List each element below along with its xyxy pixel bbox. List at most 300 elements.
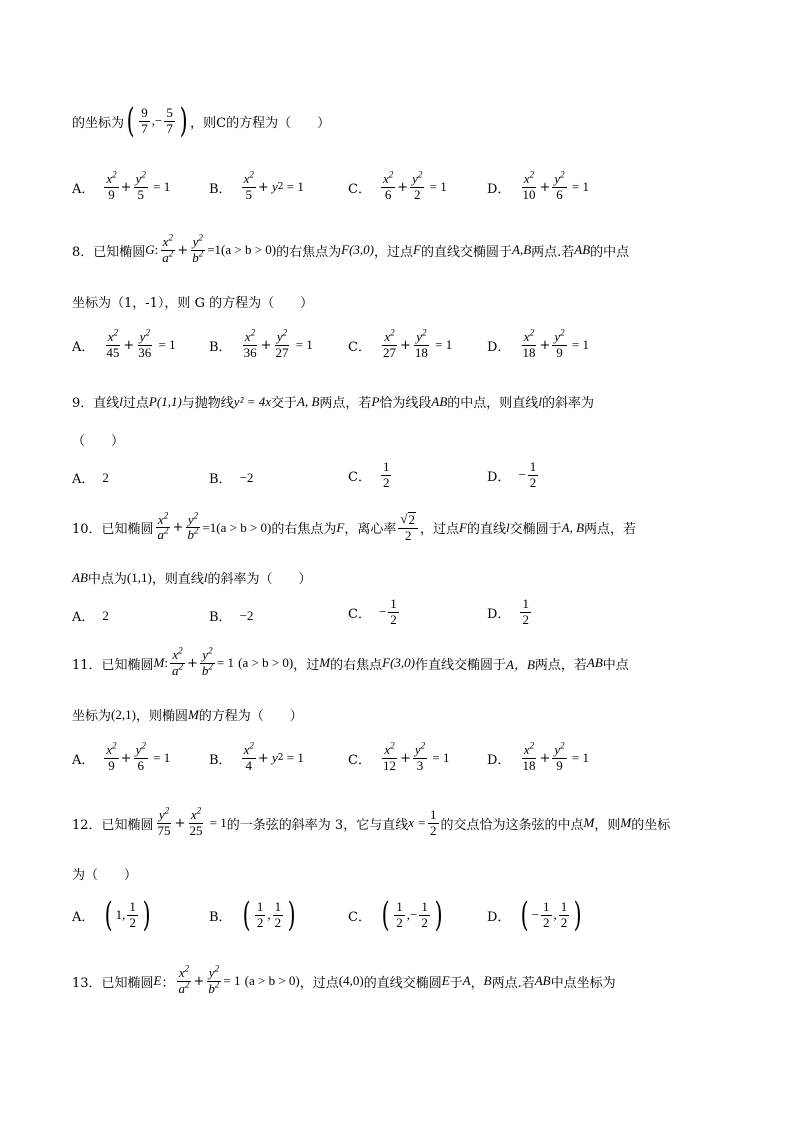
fraction xyxy=(552,327,566,361)
fraction xyxy=(419,900,430,931)
math-text: 2 xyxy=(164,805,170,816)
math-text: F(3,0) xyxy=(341,242,375,258)
math-text: 2 xyxy=(185,979,190,990)
fraction xyxy=(410,169,424,203)
math-text: 中点坐标为 xyxy=(550,975,616,991)
fraction xyxy=(520,597,531,628)
math-text: 交椭圆于 xyxy=(509,522,562,538)
fraction xyxy=(187,805,204,839)
fraction xyxy=(394,900,405,931)
math-text: 9 xyxy=(556,344,563,360)
math-text: y² = 4x xyxy=(233,393,272,409)
math-text: −2 xyxy=(239,469,254,485)
math-text: 的交点恰为这条弦的中点 xyxy=(440,817,584,833)
q12-option-d[interactable] xyxy=(487,895,585,935)
fraction xyxy=(136,327,153,361)
math-text: C． xyxy=(348,339,371,355)
math-text: y xyxy=(268,750,278,766)
math-text: 坐标为（1，-1），则 G 的方程为（ ） xyxy=(72,296,314,311)
fraction xyxy=(134,740,148,774)
math-text: l xyxy=(119,393,123,409)
math-text: 的右焦点为 xyxy=(276,244,342,260)
math-text: 2 xyxy=(184,963,190,974)
math-text: 的坐标 xyxy=(631,817,671,833)
math-text: 5 xyxy=(137,186,144,202)
q11-line1: 11．已知椭圆 M : $\frac{x^2}{a^2}$ + $\frac{y^2}{b^2}$ = 1 (a > b > 0) ，过 M 的右焦点 F(3,0) 作直线交椭圆于 A，B 两点，若 AB 中点 xyxy=(72,645,629,678)
math-text: 2 xyxy=(421,914,428,930)
math-text: 36 xyxy=(243,344,257,360)
q9-line2 xyxy=(72,430,124,449)
math-text: 9 xyxy=(108,186,115,202)
math-text: 2 xyxy=(164,526,169,537)
fraction xyxy=(170,645,185,679)
math-text: 两点.若 xyxy=(531,244,575,260)
fraction xyxy=(413,327,430,361)
math-text: ( xyxy=(381,895,390,935)
q9-option-a[interactable] xyxy=(72,468,109,487)
q11-line2 xyxy=(72,705,303,724)
math-text: $x^2$ xyxy=(384,740,395,757)
math-text: $a^2$ xyxy=(157,526,169,543)
math-text: 7 xyxy=(166,120,173,136)
math-text: ( xyxy=(105,895,114,935)
math-text: = 1 xyxy=(149,750,171,766)
math-text: 2 xyxy=(198,232,203,243)
math-text: 2 xyxy=(522,611,529,627)
math-text: $x^2$ xyxy=(106,740,117,757)
math-text: M xyxy=(620,815,632,831)
math-text: 的斜率为（ ） xyxy=(207,572,312,587)
math-text: E xyxy=(153,973,162,989)
math-text: (a > b > 0) xyxy=(238,655,294,671)
math-text: C． xyxy=(348,181,371,197)
paren-right: ) xyxy=(179,101,188,141)
math-text: 2 xyxy=(198,248,204,259)
q10-option-d[interactable] xyxy=(487,597,533,628)
q11-option-d[interactable]: D． $\frac{x^2}{18}$ + $\frac{y^2}{9}$ = 1 xyxy=(487,740,589,773)
math-text: $x^2$ xyxy=(243,169,254,186)
math-text: AB xyxy=(574,242,591,258)
math-text: 2 xyxy=(390,611,397,627)
math-text: 2 xyxy=(102,607,109,623)
paren-left: ( xyxy=(126,101,135,141)
q10-line2 xyxy=(72,568,311,587)
math-text: 的直线 xyxy=(466,522,506,538)
math-text: D． xyxy=(487,606,511,622)
math-text: 2 xyxy=(417,169,423,180)
q12-line1: 12．已知椭圆 $\frac{y^2}{75}$ + $\frac{x^2}{25}$ = 1 的一条弦的斜率为 3，它与直线 x = $\frac{1}{2}$ 的交点恰为这条弦的中点 M ，则 M 的坐标 xyxy=(72,805,671,838)
math-text: 2 xyxy=(250,327,256,338)
math-text: 2 xyxy=(560,914,568,930)
math-text: $y^2$ xyxy=(158,805,170,822)
math-text: 1 xyxy=(129,898,136,914)
math-text: 10．已知椭圆 xyxy=(72,522,154,538)
q8-option-b[interactable]: B． $\frac{x^2}{36}$ + $\frac{y^2}{27}$ = 1 xyxy=(209,327,313,360)
math-text: −2 xyxy=(239,607,254,623)
math-text: 5 xyxy=(245,186,252,202)
math-text: 2 xyxy=(529,169,535,180)
math-text: 1 xyxy=(543,898,550,914)
math-text: 坐标为 xyxy=(72,709,112,724)
math-text: A． xyxy=(72,610,95,625)
math-text: B． xyxy=(209,472,232,487)
math-text: = 1 xyxy=(426,179,447,195)
q11-option-c[interactable]: C． $\frac{x^2}{12}$ + $\frac{y^2}{3}$ = 1 xyxy=(348,740,450,773)
math-text: 2 xyxy=(193,510,199,521)
math-text: 2 xyxy=(113,327,119,338)
q12-option-c[interactable] xyxy=(348,895,445,935)
math-text: ) xyxy=(142,895,151,935)
math-text xyxy=(398,512,418,529)
math-text: 2 xyxy=(256,914,264,930)
math-text: 中点 xyxy=(602,657,629,673)
fraction xyxy=(381,460,392,491)
math-text: 2 xyxy=(208,645,213,656)
math-text: 2 xyxy=(163,510,169,521)
math-text: ，则 xyxy=(594,817,621,833)
math-text: (a > b > 0) xyxy=(244,973,300,989)
fraction xyxy=(177,963,192,997)
q10-line1: 10．已知椭圆 $\frac{x^2}{a^2}$ + $\frac{y^2}{b^2}$ =1(a > b > 0) 的右焦点为 F ，离心率 √ 2 2 ，过点 F 的直线 l 交椭圆于 A, B 两点，若 xyxy=(72,510,637,543)
math-text: 9 xyxy=(141,104,148,120)
math-text: 2 xyxy=(388,169,394,180)
q8-option-a[interactable]: A． $\frac{x^2}{45}$ + $\frac{y^2}{36}$ = 1 xyxy=(72,327,176,360)
fraction xyxy=(541,900,552,931)
math-text: $x^2$ xyxy=(162,232,173,249)
math-text: M xyxy=(187,706,199,722)
math-text: 2 xyxy=(382,474,390,490)
q7-suffix: ，则C的方程为（ ） xyxy=(190,115,331,131)
math-text: D． xyxy=(487,469,511,485)
math-text: D． xyxy=(487,339,511,355)
math-text: 2 xyxy=(430,822,437,838)
fraction xyxy=(200,645,215,679)
math-text: $x^2$ xyxy=(382,169,394,186)
math-text: ) xyxy=(573,895,582,935)
math-text: 2 xyxy=(214,963,220,974)
math-text: $a^2$ xyxy=(178,979,190,996)
math-text: 恰为线段 xyxy=(379,396,432,411)
math-text: 2 xyxy=(141,169,146,180)
math-text: $y^2$ xyxy=(187,510,199,527)
fraction xyxy=(156,805,173,839)
math-text: 6 xyxy=(384,186,392,202)
q9-option-c[interactable] xyxy=(348,460,393,491)
math-text: : xyxy=(164,655,169,671)
q7-point-x xyxy=(139,106,150,137)
math-text: =1(a > b > 0) xyxy=(202,519,272,535)
math-text: 与抛物线 xyxy=(181,396,234,411)
math-text: $y^2$ xyxy=(192,232,203,249)
math-text: A． xyxy=(72,472,95,487)
math-text: = 1 xyxy=(206,815,227,831)
math-text: $x^2$ xyxy=(384,327,395,344)
math-text: AB xyxy=(534,973,551,989)
math-text: $a^2$ xyxy=(172,661,184,678)
math-text: 2 xyxy=(112,740,117,751)
math-text: 11．已知椭圆 xyxy=(72,657,154,673)
math-text: 1 xyxy=(274,898,282,914)
math-text: l xyxy=(203,569,208,585)
math-text: 7 xyxy=(141,120,148,136)
math-text: 3 xyxy=(416,757,424,773)
math-text: $y^2$ xyxy=(208,963,220,980)
math-text: 2 xyxy=(420,740,426,751)
math-text: C． xyxy=(348,909,371,925)
math-text: 1 xyxy=(390,596,397,611)
math-text: 2 xyxy=(529,740,535,751)
math-text: C． xyxy=(348,469,371,485)
math-text: ，过点 xyxy=(374,244,414,260)
math-text: = 1 xyxy=(283,179,304,195)
fraction xyxy=(552,169,566,203)
math-text: F xyxy=(413,242,421,258)
math-text: F xyxy=(459,519,467,535)
math-text: 两点，若 xyxy=(534,657,587,673)
math-text: 1, xyxy=(115,907,126,922)
math-text: ， xyxy=(470,975,484,991)
math-text: AB xyxy=(431,393,448,409)
math-text: ( xyxy=(242,895,251,935)
math-text: $y^2$ xyxy=(554,740,565,757)
fraction xyxy=(273,327,290,361)
math-text: 2 xyxy=(560,169,565,180)
fraction xyxy=(104,740,118,774)
math-text: 2 xyxy=(129,914,136,930)
math-text: 2 xyxy=(282,327,288,338)
math-text: 的一条弦的斜率为 3，它与直线 xyxy=(226,817,409,833)
math-text: = 1 xyxy=(568,750,589,766)
math-text: : xyxy=(154,242,159,258)
math-text: ) xyxy=(287,895,296,935)
math-text: (2,1) xyxy=(111,706,136,722)
math-text: 交于 xyxy=(271,396,298,411)
math-text: ，过 xyxy=(293,657,320,673)
q7-option-b[interactable]: B． $\frac{x^2}{5}$ + y 2 = 1 xyxy=(209,169,304,202)
math-text: 2 xyxy=(390,327,395,338)
math-text: 2 xyxy=(208,661,213,672)
fraction xyxy=(242,169,256,203)
math-text: = 1 xyxy=(216,655,235,671)
math-text: 6 xyxy=(556,186,563,202)
math-text: y xyxy=(268,179,278,195)
q12-option-a[interactable] xyxy=(72,895,153,935)
fraction xyxy=(520,169,537,203)
math-text: 的中点，则直线 xyxy=(447,396,539,411)
q11-option-b[interactable]: B． $\frac{x^2}{4}$ + y 2 = 1 xyxy=(209,740,304,773)
math-text: 中点为 xyxy=(87,572,127,587)
math-text: 两点.若 xyxy=(491,975,535,991)
fraction xyxy=(381,327,398,361)
math-text: 作直线交椭圆于 xyxy=(414,657,506,673)
math-text: 的右焦点为 xyxy=(271,522,337,538)
math-text: B． xyxy=(209,339,232,355)
math-text: 2 xyxy=(249,169,254,180)
math-text: $x^2$ xyxy=(178,963,190,980)
math-text: M xyxy=(319,655,331,671)
math-text: A xyxy=(462,973,471,989)
fraction xyxy=(428,808,439,839)
q7-option-c[interactable]: C． $\frac{x^2}{6}$ + $\frac{y^2}{2}$ = 1 xyxy=(348,169,447,202)
math-text: B． xyxy=(209,610,232,625)
math-text: A． xyxy=(72,752,95,768)
math-text: B． xyxy=(209,909,232,925)
math-text: $x^2$ xyxy=(523,740,535,757)
math-text: 1 xyxy=(256,898,264,914)
math-text: AB xyxy=(72,569,88,585)
math-text: 2 xyxy=(102,469,109,485)
math-text: M xyxy=(153,655,165,671)
math-text: 12．已知椭圆 xyxy=(72,817,154,833)
math-text: 6 xyxy=(137,757,144,773)
math-text: (1,1) xyxy=(126,569,152,585)
fraction xyxy=(528,460,539,491)
math-text: 两点，若 xyxy=(319,396,372,411)
math-text: 2 xyxy=(168,248,174,259)
math-text: 2 xyxy=(529,327,535,338)
math-text: = 1 xyxy=(292,337,313,353)
math-text: F xyxy=(336,519,345,535)
math-text: $y^2$ xyxy=(554,327,565,344)
math-text: $x^2$ xyxy=(157,510,169,527)
math-text: ，过点 xyxy=(420,522,460,538)
math-text: 的右焦点 xyxy=(330,657,383,673)
math-text: 1 xyxy=(382,459,390,474)
math-text: (4,0) xyxy=(338,973,364,989)
math-text: , xyxy=(267,907,271,922)
math-text: l xyxy=(538,393,542,409)
math-text: = 1 xyxy=(155,337,176,353)
fraction xyxy=(255,900,266,931)
math-text: A． xyxy=(72,339,95,355)
q12-line2 xyxy=(72,864,137,883)
math-text: 75 xyxy=(157,822,171,838)
math-text: ，则椭圆 xyxy=(135,709,188,724)
math-text: 过点 xyxy=(122,396,149,411)
fraction xyxy=(413,740,427,774)
math-text: ( xyxy=(521,895,530,935)
math-text: 的方程为（ ） xyxy=(198,709,303,724)
math-text: $y^2$ xyxy=(412,169,423,186)
math-text: $y^2$ xyxy=(202,645,213,662)
math-text: 于 xyxy=(449,975,463,991)
fraction xyxy=(242,327,259,361)
math-text: 4 xyxy=(245,757,252,773)
q7-option-d[interactable]: D． $\frac{x^2}{10}$ + $\frac{y^2}{6}$ = 1 xyxy=(487,169,589,202)
fraction xyxy=(381,169,395,203)
math-text: 1 xyxy=(522,596,529,611)
math-text: 2 xyxy=(141,740,146,751)
q9-option-b[interactable] xyxy=(209,468,253,487)
q8-number: 8．已知椭圆 xyxy=(72,244,146,260)
math-text: 1 xyxy=(396,898,403,914)
q9-option-d[interactable] xyxy=(487,460,540,491)
math-text: 2 xyxy=(178,661,184,672)
math-text: − xyxy=(531,907,540,922)
math-text: 9 xyxy=(556,757,563,773)
math-text: 的斜率为 xyxy=(541,396,594,411)
math-text: 2 xyxy=(193,526,199,537)
math-text: A，B xyxy=(506,656,535,672)
math-text: 2 xyxy=(249,740,254,751)
q8-option-d[interactable]: D． $\frac{x^2}{18}$ + $\frac{y^2}{9}$ = 1 xyxy=(487,327,589,360)
q10-option-a[interactable] xyxy=(72,606,109,625)
math-text: $y^2$ xyxy=(135,740,146,757)
math-text: = 1 xyxy=(431,337,453,353)
math-text: 1 xyxy=(430,807,437,822)
math-text: B． xyxy=(209,752,232,768)
math-text: $x^2$ xyxy=(523,327,535,344)
math-text: 1 xyxy=(560,898,568,914)
math-text: = 1 xyxy=(568,337,589,353)
fraction xyxy=(559,900,570,931)
math-text: $y^2$ xyxy=(135,169,146,186)
math-text: $y^2$ xyxy=(554,169,565,186)
q8-ellipse-name: G xyxy=(145,242,155,258)
math-text: B xyxy=(483,973,492,989)
math-text: $b^2$ xyxy=(208,979,220,996)
math-text: 2 xyxy=(529,474,537,490)
math-text: 18 xyxy=(522,757,536,773)
fraction xyxy=(520,327,537,361)
fraction xyxy=(127,900,138,931)
math-text: 36 xyxy=(138,344,152,360)
q8-line2 xyxy=(72,292,313,311)
math-text: $b^2$ xyxy=(187,526,199,543)
math-text: A, B xyxy=(297,393,320,409)
math-text: E xyxy=(441,973,450,989)
math-text: 2 xyxy=(396,914,403,930)
q8-condition: =1(a > b > 0) xyxy=(207,242,277,258)
fraction xyxy=(381,740,398,774)
fraction xyxy=(206,963,221,997)
math-text: 2 xyxy=(560,740,565,751)
math-text: ) xyxy=(434,895,443,935)
math-text: 2 xyxy=(178,645,183,656)
math-text: $x^2$ xyxy=(244,327,256,344)
q12-option-b[interactable] xyxy=(209,895,298,935)
q10-option-b[interactable] xyxy=(209,606,253,625)
q11-option-a[interactable]: A． $\frac{x^2}{9}$ + $\frac{y^2}{6}$ = 1 xyxy=(72,740,171,773)
q8-option-c[interactable]: C． $\frac{x^2}{27}$ + $\frac{y^2}{18}$ = 1 xyxy=(348,327,453,360)
math-text: 25 xyxy=(189,822,203,838)
math-text: 1 xyxy=(421,898,428,914)
math-text: 2 xyxy=(214,979,220,990)
math-text: A, B xyxy=(561,519,585,535)
math-text: P(1,1) xyxy=(148,393,182,409)
math-text: 18 xyxy=(414,344,428,360)
math-text: = 1 xyxy=(283,750,304,766)
math-text: 2 xyxy=(168,232,173,243)
math-text: A,B xyxy=(512,242,532,258)
math-text: $y^2$ xyxy=(416,327,427,344)
q7-point-y xyxy=(164,106,175,137)
math-text: 两点，若 xyxy=(584,522,637,538)
fraction xyxy=(104,327,121,361)
math-text: $y^2$ xyxy=(414,740,426,757)
q10-eccentricity xyxy=(398,512,418,544)
math-text: 2 xyxy=(560,327,565,338)
math-text: 27 xyxy=(275,344,289,360)
math-text: = 1 xyxy=(223,973,241,989)
q7-option-a[interactable]: A． $\frac{x^2}{9}$ + $\frac{y^2}{5}$ = 1 xyxy=(72,169,171,202)
math-text: D． xyxy=(487,909,511,925)
fraction xyxy=(242,740,256,774)
q9-line1 xyxy=(72,392,594,411)
math-text: 2 xyxy=(414,186,421,202)
math-text: D． xyxy=(487,752,511,768)
q10-option-c[interactable] xyxy=(348,597,401,628)
